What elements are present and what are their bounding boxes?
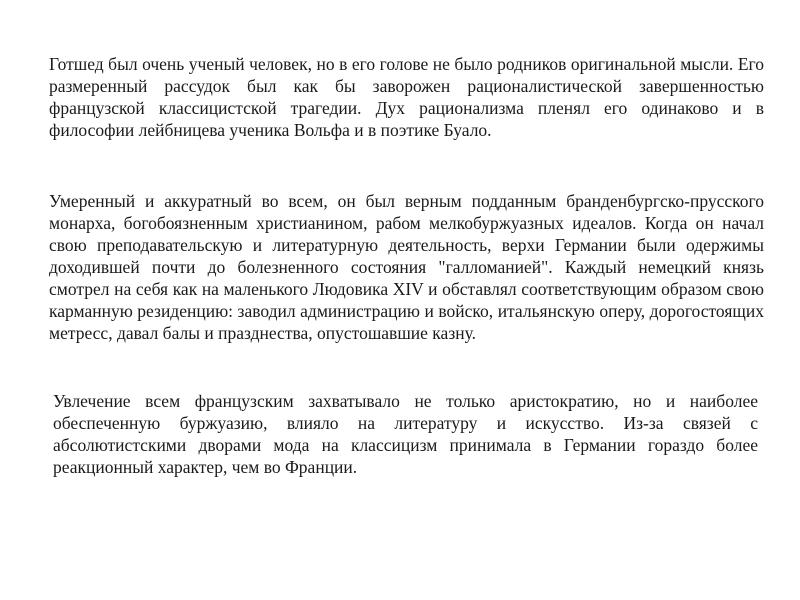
- paragraph-gottsched: Готшед был очень ученый человек, но в его голове не было родников оригинальной мысли. Его размеренный рассудок был как бы заворожен рационалистической завершенностью французской классицистской трагедии. Дух рационализма пленял его одинаково и в философии лейбницева ученика Вольфа и в поэтике Буало.: [49, 54, 764, 140]
- paragraph-gallomania: Умеренный и аккуратный во всем, он был верным подданным бранденбургско-прусского монарха, богобоязненным христианином, рабом мелкобуржуазных идеалов. Когда он начал свою преподавательскую и литературную деятельность, верхи Германии были одержимы доходившей почти до болезненного состояния "галломанией". Каждый немецкий князь смотрел на себя как на маленького Людовика XIV и обставлял соответствующим образом свою карманную резиденцию: заводил администрацию и войско, итальянскую оперу, дорогостоящих метресс, давал балы и празднества, опустошавшие казну.: [49, 191, 764, 343]
- paragraph-french-influence: Увлечение всем французским захватывало не только аристократию, но и наиболее обеспеченную буржуазию, влияло на литературу и искусство. Из-за связей с абсолютистскими дворами мода на классицизм принимала в Германии гораздо более реакционный характер, чем во Франции.: [53, 391, 758, 477]
